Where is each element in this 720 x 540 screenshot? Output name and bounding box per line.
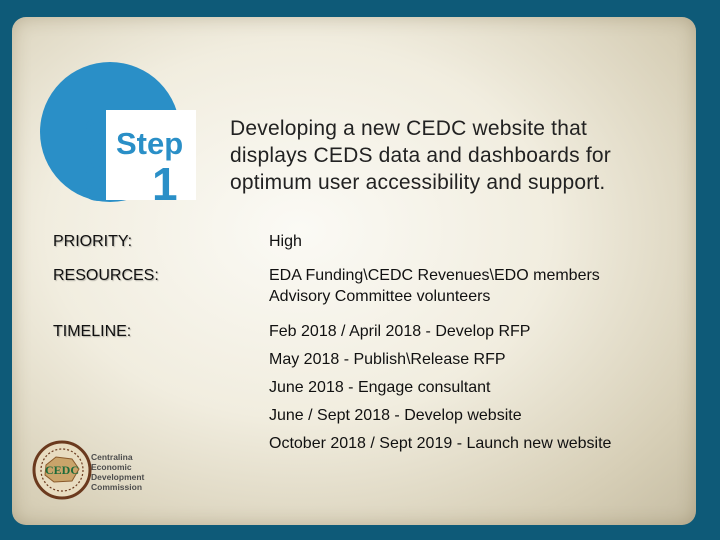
slide [12,17,696,525]
timeline-list [269,321,611,461]
priority-value: High [269,233,302,250]
resources-label: RESOURCES: [53,267,159,284]
cedc-name-line: Commission [91,482,143,492]
seal-monogram: CEDC [44,463,80,477]
cedc-name [91,452,144,492]
timeline-item: June 2018 - Engage consultant [269,379,491,396]
headline-line: optimum user accessibility and support. [230,171,606,194]
priority-label: PRIORITY: [53,233,133,250]
timeline-item: October 2018 / Sept 2019 - Launch new website [269,435,612,452]
resources-line: EDA Funding\CEDC Revenues\EDO members [269,267,600,284]
timeline-item: May 2018 - Publish\Release RFP [269,351,506,368]
timeline-item: June / Sept 2018 - Develop website [269,407,522,424]
headline [230,115,680,196]
timeline-label: TIMELINE: [53,323,132,340]
cedc-name-line: Economic [91,462,132,472]
step-number: 1 [152,158,178,210]
cedc-name-line: Development [91,472,145,482]
timeline-item: Feb 2018 / April 2018 - Develop RFP [269,323,531,340]
headline-line: Developing a new CEDC website that [230,117,587,140]
step-badge [36,60,196,210]
cedc-name-line: Centralina [91,452,133,462]
resources-line: Advisory Committee volunteers [269,288,491,305]
step-word: Step [116,126,184,161]
resources-value [269,265,600,307]
headline-line: displays CEDS data and dashboards for [230,144,611,167]
